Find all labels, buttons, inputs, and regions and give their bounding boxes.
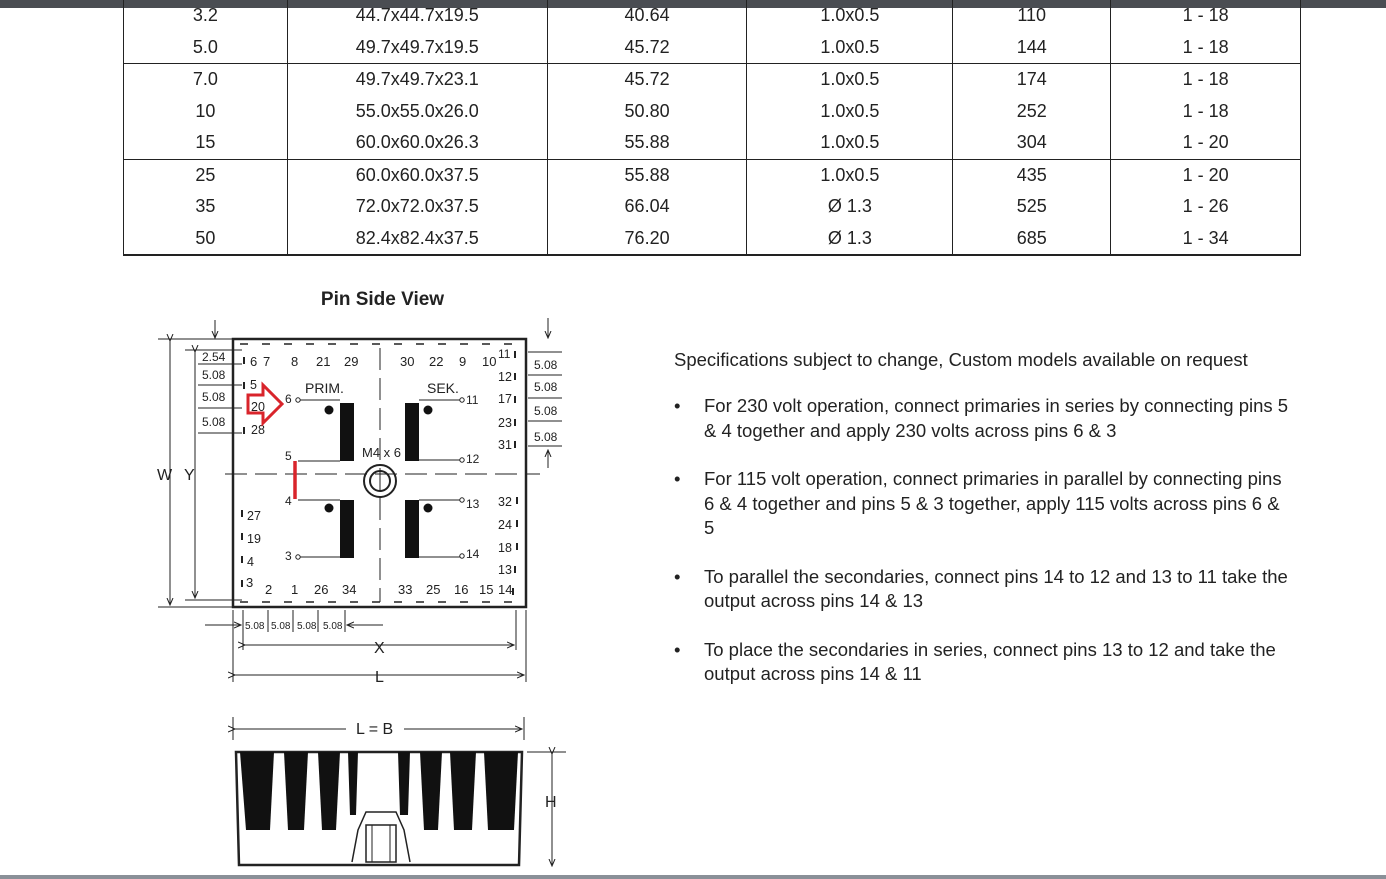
svg-text:5.08: 5.08 [323, 621, 343, 632]
dim-y-label: Y [184, 467, 195, 484]
svg-text:25: 25 [426, 582, 441, 597]
table-cell: 55.88 [547, 159, 747, 191]
svg-text:28: 28 [251, 423, 265, 437]
table-cell: 55.0x55.0x26.0 [287, 96, 547, 128]
table-cell: 1 - 20 [1111, 127, 1301, 159]
table-cell: 1.0x0.5 [747, 64, 953, 96]
table-cell: 55.88 [547, 127, 747, 159]
svg-text:5.08: 5.08 [202, 390, 226, 404]
svg-text:13: 13 [498, 563, 512, 577]
svg-text:17: 17 [498, 392, 512, 406]
table-cell: Ø 1.3 [747, 191, 953, 223]
note-item-4: • To place the secondaries in series, connect pins 13 to 12 and take the output across pins 14 & 11 [674, 638, 1276, 684]
winding-pin-5: 5 [285, 449, 292, 463]
svg-text:4: 4 [247, 555, 254, 569]
svg-text:8: 8 [291, 354, 299, 369]
svg-text:5.08: 5.08 [271, 621, 291, 632]
table-cell: 15 [124, 127, 288, 159]
table-cell: 45.72 [547, 64, 747, 96]
svg-text:29: 29 [344, 354, 359, 369]
svg-text:11: 11 [498, 347, 511, 361]
window-bottom-bar [0, 875, 1386, 879]
notes-list [674, 394, 1294, 687]
svg-text:5.08: 5.08 [202, 415, 226, 429]
note-item-2: • For 115 volt operation, connect primaries in parallel by connecting pins 6 & 4 together and pins 5 & 3 together, apply 115 volts across pins 6 & 5 [674, 468, 1282, 538]
svg-text:5.08: 5.08 [297, 621, 317, 632]
table-cell: 685 [953, 223, 1111, 256]
table-cell: 1.0x0.5 [747, 96, 953, 128]
bullet-icon: • [674, 638, 681, 660]
table-cell: 60.0x60.0x37.5 [287, 159, 547, 191]
winding-pin-14: 14 [466, 547, 480, 561]
table-cell: 1.0x0.5 [747, 159, 953, 191]
svg-text:1: 1 [291, 582, 299, 597]
table-cell: 3.2 [124, 0, 288, 32]
winding-pin-11: 11 [466, 393, 479, 407]
side-view-height-label: H [545, 794, 557, 811]
primary-label: PRIM. [305, 380, 344, 396]
table-cell: 1 - 34 [1111, 223, 1301, 256]
table-cell: 35 [124, 191, 288, 223]
svg-text:19: 19 [247, 532, 261, 546]
table-cell: 45.72 [547, 32, 747, 64]
svg-text:5: 5 [250, 378, 257, 392]
table-cell: 174 [953, 64, 1111, 96]
dim-l-label: L [375, 669, 384, 686]
svg-text:34: 34 [342, 582, 357, 597]
table-cell: 49.7x49.7x23.1 [287, 64, 547, 96]
bullet-icon: • [674, 395, 681, 416]
svg-text:24: 24 [498, 518, 512, 532]
table-cell: 44.7x44.7x19.5 [287, 0, 547, 32]
svg-text:30: 30 [400, 354, 415, 369]
table-cell: 1 - 20 [1111, 159, 1301, 191]
table-cell: 10 [124, 96, 288, 128]
table-cell: 1.0x0.5 [747, 0, 953, 32]
svg-text:33: 33 [398, 582, 413, 597]
secondary-label: SEK. [427, 380, 459, 396]
svg-text:3: 3 [246, 575, 254, 590]
dim-w-label: W [157, 467, 173, 484]
table-cell: 1.0x0.5 [747, 127, 953, 159]
table-cell: 1 - 18 [1111, 64, 1301, 96]
table-cell: 1 - 18 [1111, 96, 1301, 128]
table-cell: 1 - 18 [1111, 32, 1301, 64]
table-cell: 144 [953, 32, 1111, 64]
svg-text:14: 14 [498, 582, 513, 597]
note-item-1: • For 230 volt operation, connect primaries in series by connecting pins 5 & 4 together and apply 230 volts across pins 6 & 3 [674, 395, 1289, 441]
table-cell: 304 [953, 127, 1111, 159]
winding-pin-6: 6 [285, 392, 292, 406]
table-cell: 1 - 26 [1111, 191, 1301, 223]
svg-text:16: 16 [454, 582, 469, 597]
svg-text:12: 12 [498, 370, 512, 384]
svg-text:27: 27 [247, 509, 261, 523]
svg-text:20: 20 [251, 400, 265, 414]
svg-text:26: 26 [314, 582, 329, 597]
table-cell: 40.64 [547, 0, 747, 32]
winding-pin-12: 12 [466, 452, 480, 466]
svg-text:22: 22 [429, 354, 444, 369]
table-cell: 49.7x49.7x19.5 [287, 32, 547, 64]
winding-pin-4: 4 [285, 494, 292, 508]
notes-section [674, 348, 1294, 711]
table-cell: 435 [953, 159, 1111, 191]
svg-text:31: 31 [498, 438, 512, 452]
table-cell: 1 - 18 [1111, 0, 1301, 32]
table-cell: 25 [124, 159, 288, 191]
bullet-icon: • [674, 468, 681, 489]
winding-pin-3: 3 [285, 549, 292, 563]
table-cell: Ø 1.3 [747, 223, 953, 256]
svg-text:5.08: 5.08 [534, 380, 558, 394]
table-cell: 525 [953, 191, 1111, 223]
table-cell: 7.0 [124, 64, 288, 96]
mounting-hole-label: M4 x 6 [362, 445, 402, 460]
svg-text:2: 2 [265, 582, 273, 597]
svg-text:6: 6 [250, 354, 258, 369]
table-cell: 110 [953, 0, 1111, 32]
svg-text:32: 32 [498, 495, 512, 509]
svg-text:5.08: 5.08 [245, 621, 265, 632]
table-cell: 60.0x60.0x26.3 [287, 127, 547, 159]
svg-text:5.08: 5.08 [534, 404, 558, 418]
svg-text:15: 15 [479, 582, 494, 597]
bullet-icon: • [674, 565, 681, 587]
winding-pin-13: 13 [466, 497, 480, 511]
table-cell: 5.0 [124, 32, 288, 64]
pitch-label-top: 2.54 [202, 350, 226, 364]
side-view-width-label: L = B [356, 721, 394, 738]
table-cell: 82.4x82.4x37.5 [287, 223, 547, 256]
table-cell: 72.0x72.0x37.5 [287, 191, 547, 223]
svg-text:5.08: 5.08 [534, 358, 558, 372]
note-item-3: • To parallel the secondaries, connect pins 14 to 12 and 13 to 11 take the output across pins 14 & 13 [674, 565, 1288, 611]
svg-text:5.08: 5.08 [534, 430, 558, 444]
svg-text:21: 21 [316, 354, 331, 369]
svg-text:7: 7 [263, 354, 271, 369]
svg-text:5.08: 5.08 [202, 368, 226, 382]
notes-intro: Specifications subject to change, Custom models available on request [674, 349, 1248, 370]
svg-text:10: 10 [482, 354, 497, 369]
table-cell: 76.20 [547, 223, 747, 256]
svg-text:18: 18 [498, 541, 512, 555]
table-cell: 50 [124, 223, 288, 256]
svg-text:23: 23 [498, 416, 512, 430]
table-cell: 1.0x0.5 [747, 32, 953, 64]
table-cell: 50.80 [547, 96, 747, 128]
pin-side-view-title: Pin Side View [320, 289, 445, 310]
svg-text:9: 9 [459, 354, 467, 369]
table-cell: 252 [953, 96, 1111, 128]
dim-x-label: X [374, 640, 385, 657]
table-cell: 66.04 [547, 191, 747, 223]
